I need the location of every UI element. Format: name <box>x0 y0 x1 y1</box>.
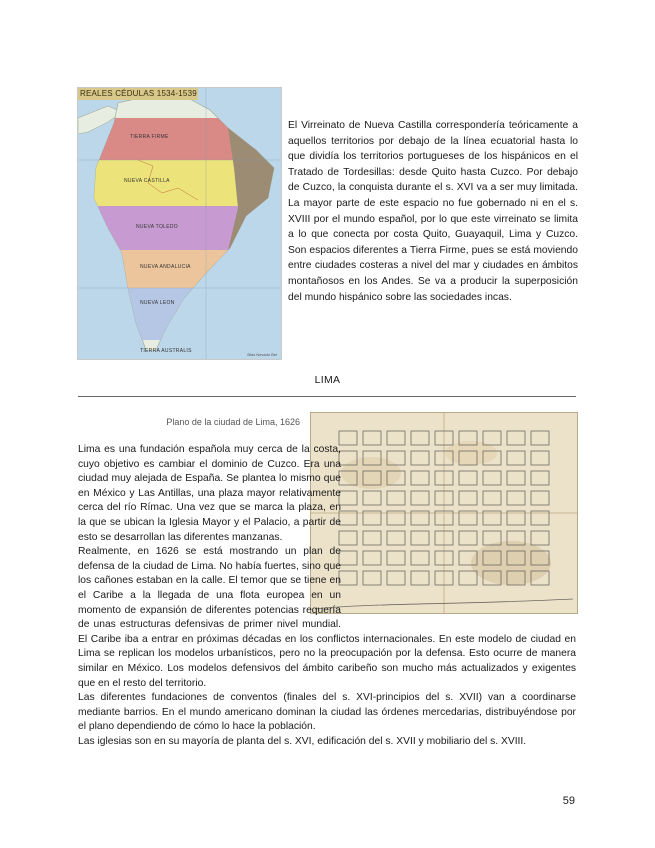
body-paragraph: Realmente, en 1626 se está mostrando un plan de defensa de la ciudad de Lima. No había fuertes, sino que los cañones estaban en la calle. El temor que se tiene en el Caribe a la llegada de una flota europea en un momento de expansión de diferentes potencias requería de unas estructuras defensivas de primer nivel mundial. El Caribe iba a entrar en próximas décadas en los conflictos internacionales. En este modelo de ciudad en Lima se replican los modelos urbanísticos, pero no la preocupación por la defensa. Esto ocurre de manera similar en México. Los modelos defensivos del ámbito caribeño son mucho más actualizados y exigentes que en el resto del territorio. <box>78 546 576 689</box>
section-divider <box>78 396 576 397</box>
map-label-tierra-firme: TIERRA FIRME <box>130 134 169 140</box>
image-wrap-spacer <box>341 443 576 629</box>
map-credit: Blas Nevado Bel <box>247 352 277 357</box>
body-paragraph: Las iglesias son en su mayoría de planta del s. XVI, edificación del s. XVII y mobiliario del s. XVIII. <box>78 735 527 747</box>
body-paragraph: Las diferentes fundaciones de conventos (finales del s. XVI-principios del s. XVII) van a coordinarse mediante barrios. En el mundo americano dominan la ciudad las órdenes mercedarias, distribuyéndose por el plano dependiendo de cómo lo hace la población. <box>78 692 576 733</box>
map-label-nueva-andalucia: NUEVA ANDALUCIA <box>140 264 191 270</box>
map-label-tierra-australis: TIERRA AUSTRALIS <box>140 348 192 354</box>
intro-paragraph: El Virreinato de Nueva Castilla correspondería teóricamente a aquellos territorios por debajo de la línea ecuatorial hasta lo que dividía los territorios portugueses de los hispánicos en el Tratado de Tordesillas: desde Quito hasta Cuzco. Por debajo de Cuzco, la conquista durante el s. XVI va a ser muy limitada. La mayor parte de este espacio no fue gobernado ni en el s. XVIII por el mundo español, por lo que este virreinato se limita a lo que conecta por costa Quito, Guayaquil, Lima y Cuzco. Son espacios diferentes a Tierra Firme, pues se está moviendo entre ciudades costeras a nivel del mar y ciudades en ámbitos montañosos en los Andes. Se va a producir la superposición del mundo hispánico sobre las sociedades incas. <box>288 120 578 303</box>
page-number: 59 <box>562 795 575 807</box>
body-paragraph: Lima es una fundación española muy cerca de la costa, cuyo objetivo es cambiar el dominio de Cuzco. Era una ciudad muy alejada de España. Se plantea lo mismo que en México y Las Antillas, una plaza mayor relativamente cerca del río Rímac. Una vez que se marca la plaza, en la que se ubican la Iglesia Mayor y el Palacio, a partir de esto se desarrollan las diferentes manzanas. <box>78 444 341 543</box>
map-label-nueva-leon: NUEVA LEON <box>140 300 175 306</box>
map-reales-cedulas <box>77 87 282 360</box>
lima-body-text <box>78 443 576 749</box>
map-label-nueva-castilla: NUEVA CASTILLA <box>124 178 170 184</box>
plan-caption: Plano de la ciudad de Lima, 1626 <box>166 417 300 427</box>
section-title: LIMA <box>314 374 341 386</box>
south-america-map <box>78 88 281 359</box>
map-title: REALES CÉDULAS 1534-1539 <box>80 89 197 98</box>
map-label-nueva-toledo: NUEVA TOLEDO <box>136 224 178 230</box>
